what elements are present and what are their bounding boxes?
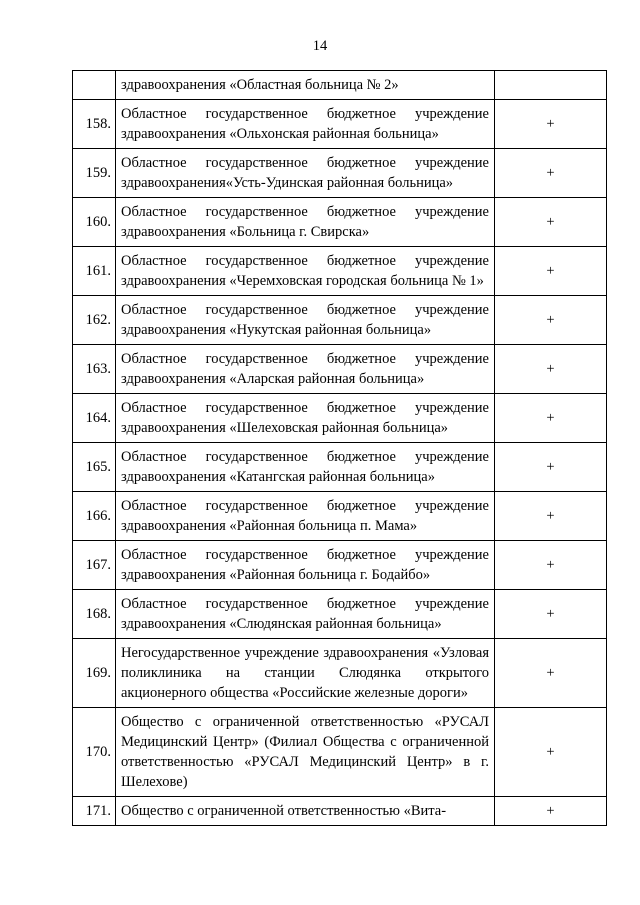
- row-number: 163.: [73, 345, 116, 394]
- inclusion-mark: +: [495, 590, 607, 639]
- table-row: [73, 394, 607, 443]
- table-row: [73, 443, 607, 492]
- table-row: [73, 100, 607, 149]
- organizations-table: [72, 70, 607, 826]
- page-number: 14: [312, 38, 328, 54]
- organization-name: здравоохранения «Областная больница № 2»: [116, 71, 495, 100]
- inclusion-mark: [495, 71, 607, 100]
- inclusion-mark: +: [495, 541, 607, 590]
- inclusion-mark: +: [495, 394, 607, 443]
- inclusion-mark: +: [495, 443, 607, 492]
- organization-name: Общество с ограниченной ответственностью «Вита-: [116, 797, 495, 826]
- inclusion-mark: +: [495, 247, 607, 296]
- inclusion-mark: +: [495, 198, 607, 247]
- table-row: [73, 590, 607, 639]
- table-row: [73, 149, 607, 198]
- organization-name: Областное государственное бюджетное учреждение здравоохранения«Усть-Удинская районная больница»: [116, 149, 495, 198]
- row-number: 160.: [73, 198, 116, 247]
- table-row: [73, 198, 607, 247]
- table-row: [73, 345, 607, 394]
- row-number: 166.: [73, 492, 116, 541]
- inclusion-mark: +: [495, 296, 607, 345]
- inclusion-mark: +: [495, 345, 607, 394]
- row-number: 169.: [73, 639, 116, 708]
- organization-name: Областное государственное бюджетное учреждение здравоохранения «Районная больница г. Бодайбо»: [116, 541, 495, 590]
- inclusion-mark: +: [495, 492, 607, 541]
- table-row: [73, 541, 607, 590]
- row-number: 170.: [73, 708, 116, 797]
- table-row: [73, 296, 607, 345]
- organization-name: Областное государственное бюджетное учреждение здравоохранения «Шелеховская районная больница»: [116, 394, 495, 443]
- row-number: 158.: [73, 100, 116, 149]
- table-row: [73, 492, 607, 541]
- row-number: 171.: [73, 797, 116, 826]
- table-body: [73, 71, 607, 826]
- row-number: 162.: [73, 296, 116, 345]
- organization-name: Областное государственное бюджетное учреждение здравоохранения «Аларская районная больница»: [116, 345, 495, 394]
- organization-name: Областное государственное бюджетное учреждение здравоохранения «Ольхонская районная больница»: [116, 100, 495, 149]
- row-number: 167.: [73, 541, 116, 590]
- organization-name: Областное государственное бюджетное учреждение здравоохранения «Черемховская городская больница № 1»: [116, 247, 495, 296]
- organization-name: Областное государственное бюджетное учреждение здравоохранения «Районная больница п. Мама»: [116, 492, 495, 541]
- inclusion-mark: +: [495, 797, 607, 826]
- inclusion-mark: +: [495, 149, 607, 198]
- row-number: [73, 71, 116, 100]
- organization-name: Негосударственное учреждение здравоохранения «Узловая поликлиника на станции Слюдянка открытого акционерного общества «Российские железные дороги»: [116, 639, 495, 708]
- row-number: 165.: [73, 443, 116, 492]
- row-number: 168.: [73, 590, 116, 639]
- row-number: 159.: [73, 149, 116, 198]
- organization-name: Областное государственное бюджетное учреждение здравоохранения «Нукутская районная больница»: [116, 296, 495, 345]
- organization-name: Областное государственное бюджетное учреждение здравоохранения «Больница г. Свирска»: [116, 198, 495, 247]
- table-row: [73, 639, 607, 708]
- organization-name: Общество с ограниченной ответственностью «РУСАЛ Медицинский Центр» (Филиал Общества с ограниченной ответственностью «РУСАЛ Медицинский Центр» в г. Шелехове): [116, 708, 495, 797]
- organization-name: Областное государственное бюджетное учреждение здравоохранения «Катангская районная больница»: [116, 443, 495, 492]
- table-row: [73, 708, 607, 797]
- table-row: [73, 71, 607, 100]
- inclusion-mark: +: [495, 639, 607, 708]
- inclusion-mark: +: [495, 708, 607, 797]
- table-row: [73, 797, 607, 826]
- inclusion-mark: +: [495, 100, 607, 149]
- table-row: [73, 247, 607, 296]
- row-number: 164.: [73, 394, 116, 443]
- row-number: 161.: [73, 247, 116, 296]
- organization-name: Областное государственное бюджетное учреждение здравоохранения «Слюдянская районная больница»: [116, 590, 495, 639]
